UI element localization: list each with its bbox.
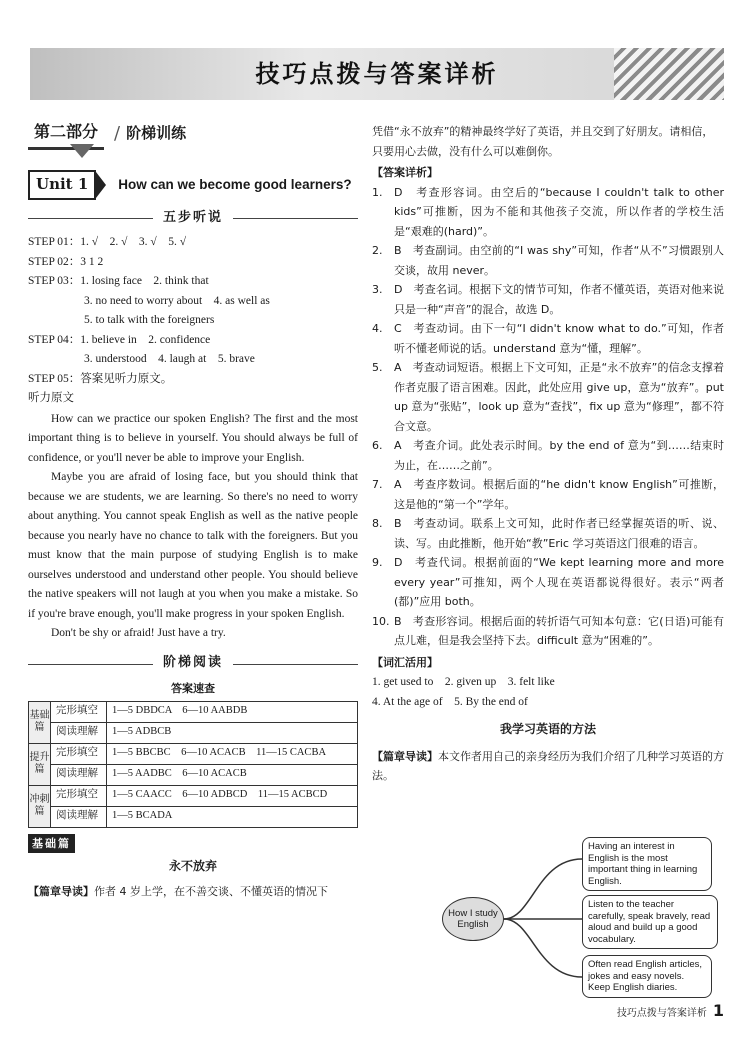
mind-map-node: Having an interest in English is the most important thing in learning English. bbox=[582, 837, 712, 891]
table-cell: 1—5 BCADA bbox=[107, 806, 358, 827]
method-title: 我学习英语的方法 bbox=[499, 722, 596, 736]
script-label: 听力原文 bbox=[28, 392, 74, 404]
table-row bbox=[29, 764, 358, 785]
basic-section-tag: 基础篇 bbox=[28, 834, 75, 853]
table-row bbox=[29, 701, 358, 722]
triangle-decoration-icon bbox=[70, 144, 94, 158]
group-name: 冲刺篇 bbox=[29, 785, 51, 827]
guide-tag: 【篇章导读】 bbox=[372, 749, 438, 763]
mind-map-node: Often read English articles, jokes and easy novels. Keep English diaries. bbox=[582, 955, 712, 998]
step-02: STEP 02：3 1 2 bbox=[28, 255, 104, 268]
list-item: 4. C 考查动词。由下一句“I didn't know what to do.”可知，作者听不懂老师说的话。understand 意为“懂，理解”。 bbox=[372, 322, 724, 355]
step-03-line-3: 5. to talk with the foreigners bbox=[84, 314, 215, 326]
table-cell: 1—5 AADBC 6—10 ACACB bbox=[107, 764, 358, 785]
table-cell: 完形填空 bbox=[51, 785, 107, 806]
script-paragraph: How can we practice our spoken English? The first and the most important thing is to believe in yourself. You should always be full of confidence, or you'll never be able to improve your English. bbox=[28, 412, 358, 464]
answer-quick-check-title: 答案速查 bbox=[171, 681, 215, 695]
answer-table bbox=[28, 701, 358, 828]
list-item: 10. B 考查形容词。根据后面的转折语气可知本句意：它(日语)可能有点儿难，但是我会坚持下去。difficult 意为“困难的”。 bbox=[372, 614, 724, 647]
answer-list bbox=[372, 183, 724, 651]
list-item: 6. A 考查介词。此处表示时间。by the end of 意为“到……结束时为止，在……之前”。 bbox=[372, 439, 724, 472]
reading-section-header: 阶梯阅读 bbox=[28, 654, 358, 674]
step-04-line-2: 3. understood 4. laugh at 5. brave bbox=[84, 353, 255, 365]
passage-guide-continued: 凭借“永不放弃”的精神最终学好了英语，并且交到了好朋友。请相信，只要用心去做，没有什么可以难倒你。 bbox=[372, 125, 714, 158]
listening-steps bbox=[28, 234, 358, 410]
table-row bbox=[29, 785, 358, 806]
passage-guide bbox=[28, 883, 358, 900]
method-guide bbox=[372, 747, 724, 785]
arrow-right-icon bbox=[96, 172, 106, 198]
mind-map bbox=[442, 837, 722, 1005]
passage-title: 永不放弃 bbox=[168, 858, 217, 873]
group-name: 基础篇 bbox=[29, 701, 51, 743]
table-cell: 完形填空 bbox=[51, 743, 107, 764]
table-cell: 阅读理解 bbox=[51, 806, 107, 827]
step-04-line-1: STEP 04：1. believe in 2. confidence bbox=[28, 333, 211, 346]
list-item: 3. D 考查名词。根据下文的情节可知，作者不懂英语，英语对他来说只是一种“声音”的混合，故选 D。 bbox=[372, 283, 724, 316]
table-cell: 1—5 DBDCA 6—10 AABDB bbox=[107, 701, 358, 722]
page-number: 1 bbox=[712, 1001, 724, 1021]
unit-title: How can we become good learners? bbox=[118, 176, 352, 192]
list-item: 9. D 考查代词。根据前面的“We kept learning more and more every year”可推知，两个人现在英语都说得很好。表示“两者(都)”应用 both。 bbox=[372, 556, 724, 608]
step-01: STEP 01：1. √ 2. √ 3. √ 5. √ bbox=[28, 236, 187, 248]
part-label: 第二部分 bbox=[28, 118, 104, 150]
part-subtitle: 阶梯训练 bbox=[126, 124, 187, 143]
part-slash: / bbox=[114, 123, 121, 145]
list-item: 1. D 考查形容词。由空后的“because I couldn't talk to other kids”可推断，因为不能和其他孩子交流，所以作者的学校生活是“艰难的(hard)”。 bbox=[372, 185, 724, 238]
step-05: STEP 05：答案见听力原文。 bbox=[28, 372, 173, 385]
vocab-line: 1. get used to 2. given up 3. felt like bbox=[372, 676, 555, 688]
script-paragraph: Maybe you are afraid of losing face, but you should think that because we are students, we are learning. So there's no need to worry about anything. You cannot speak English as well as the native people because you nearly have no chance to talk with the foreigners. But you must know that the main purpose of studying English is to make ourselves understood and understand other people. You should believe the native speakers will not laugh at you when you make a mistake. So if you're brave enough, you'll make progress in your spoken English. bbox=[28, 471, 358, 620]
footer-text: 技巧点拨与答案详析 bbox=[616, 1008, 707, 1020]
step-03-line-1: STEP 03：1. losing face 2. think that bbox=[28, 275, 209, 287]
answer-detail-head: 【答案详析】 bbox=[372, 166, 438, 179]
right-column bbox=[372, 122, 724, 1022]
vocab-head: 【词汇活用】 bbox=[372, 655, 438, 669]
unit-header bbox=[28, 170, 358, 200]
unit-badge: Unit 1 bbox=[28, 170, 96, 199]
guide-text: 作者 4 岁上学，在不善交谈、不懂英语的情况下 bbox=[94, 885, 328, 899]
vocab-line: 4. At the age of 5. By the end of bbox=[372, 696, 528, 708]
page-banner bbox=[30, 48, 724, 100]
mind-map-center: How I study English bbox=[442, 897, 504, 941]
mind-map-node: Listen to the teacher carefully, speak bravely, read aloud and build up a good vocabulary. bbox=[582, 895, 718, 949]
table-row bbox=[29, 722, 358, 743]
table-row bbox=[29, 806, 358, 827]
listening-section-header: 五步听说 bbox=[28, 208, 358, 228]
table-cell: 1—5 CAACC 6—10 ADBCD 11—15 ACBCD bbox=[107, 785, 358, 806]
guide-text: 本文作者用自己的亲身经历为我们介绍了几种学习英语的方法。 bbox=[372, 749, 724, 782]
list-item: 7. A 考查序数词。根据后面的“he didn't know English”可推断，这是他的“第一个”学年。 bbox=[372, 478, 724, 511]
banner-title: 技巧点拨与答案详析 bbox=[255, 60, 499, 88]
list-item: 2. B 考查副词。由空前的“I was shy”可知，作者“从不”习惯跟别人交谈，故用 never。 bbox=[372, 244, 724, 277]
left-column bbox=[28, 120, 358, 1020]
table-cell: 阅读理解 bbox=[51, 764, 107, 785]
table-cell: 完形填空 bbox=[51, 701, 107, 722]
list-item: 5. A 考查动词短语。根据上下文可知，正是“永不放弃”的信念支撑着作者克服了语言困难。因此，此处应用 give up，意为“放弃”。put up 意为“张贴”，look up 意为“查找”，fix up 意为“修理”，都不符合文意。 bbox=[372, 361, 724, 433]
guide-tag: 【篇章导读】 bbox=[28, 885, 94, 899]
page-footer bbox=[617, 999, 724, 1024]
table-cell: 1—5 ADBCB bbox=[107, 722, 358, 743]
script-paragraph: Don't be shy or afraid! Just have a try. bbox=[51, 627, 226, 639]
table-cell: 1—5 BBCBC 6—10 ACACB 11—15 CACBA bbox=[107, 743, 358, 764]
table-row bbox=[29, 743, 358, 764]
listening-script bbox=[28, 410, 358, 644]
list-item: 8. B 考查动词。联系上文可知，此时作者已经掌握英语的听、说、读、写。由此推断，他开始“教”Eric 学习英语这门很难的语言。 bbox=[372, 517, 724, 550]
table-cell: 阅读理解 bbox=[51, 722, 107, 743]
group-name: 提升篇 bbox=[29, 743, 51, 785]
step-03-line-2: 3. no need to worry about 4. as well as bbox=[84, 294, 270, 307]
